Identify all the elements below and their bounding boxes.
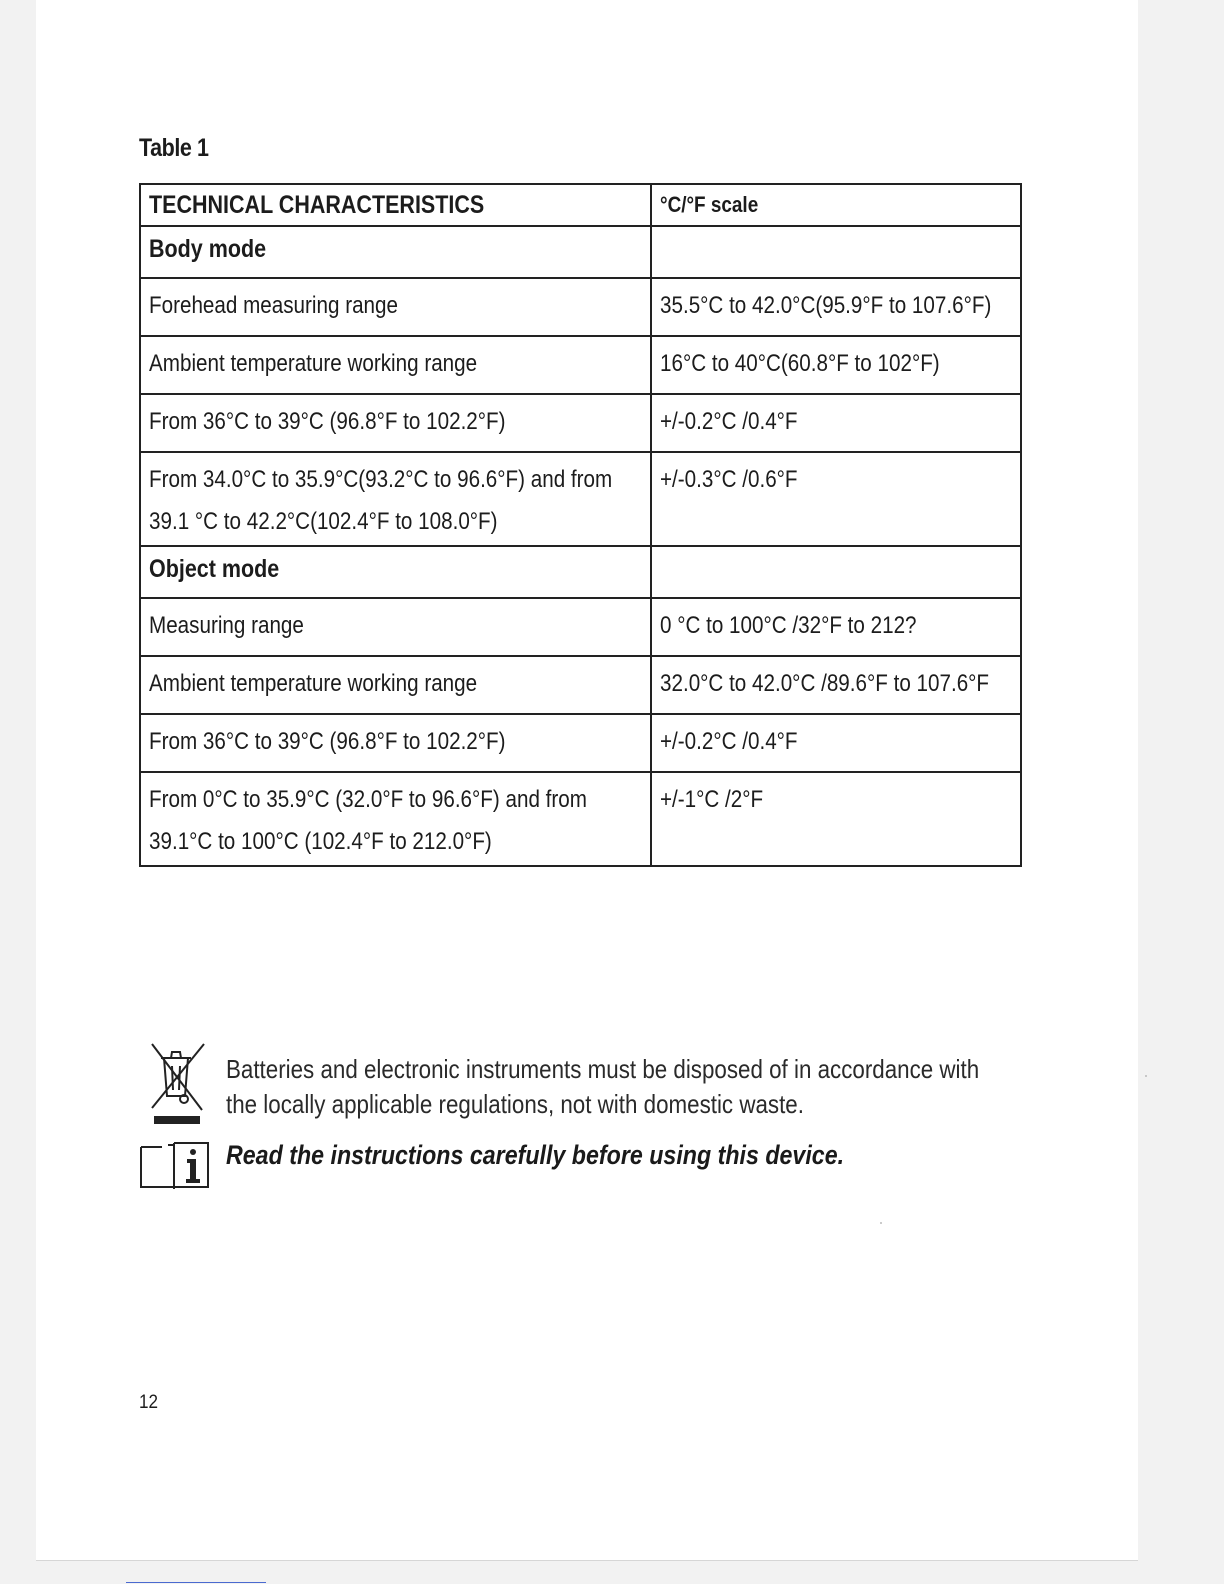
row-label: Forehead measuring range [149, 292, 398, 319]
scan-speck [880, 1222, 882, 1224]
scan-speck [1145, 1075, 1147, 1077]
row-label: From 0°C to 35.9°C (32.0°F to 96.6°F) and from 39.1°C to 100°C (102.4°F to 212.0°F) [149, 786, 587, 855]
header-unit-cell [651, 184, 1021, 226]
page-number: 12 [139, 1392, 159, 1413]
row-value: 35.5°C to 42.0°C(95.9°F to 107.6°F) [660, 292, 992, 319]
header-label: TECHNICAL CHARACTERISTICS [149, 191, 485, 219]
row-label: From 36°C to 39°C (96.8°F to 102.2°F) [149, 408, 506, 435]
row-value: 0 °C to 100°C /32°F to 212? [660, 612, 917, 639]
table-header-row [140, 184, 1021, 226]
table-row [140, 772, 1021, 866]
section-title: Body mode [149, 235, 267, 263]
section-row-body-mode [140, 226, 1021, 278]
header-label-cell [140, 184, 651, 226]
section-row-object-mode [140, 546, 1021, 598]
row-label: Measuring range [149, 612, 304, 639]
row-value: +/-0.3°C /0.6°F [660, 466, 798, 493]
section-title: Object mode [149, 555, 280, 583]
table-row [140, 656, 1021, 714]
table-caption: Table 1 [139, 134, 209, 162]
disposal-notice: Batteries and electronic instruments must be disposed of in accordance with the locally applicable regulations, not with domestic waste. [226, 1054, 980, 1119]
read-instructions-notice: Read the instructions carefully before using this device. [226, 1140, 845, 1170]
table-row [140, 598, 1021, 656]
row-label: Ambient temperature working range [149, 350, 478, 377]
section-title-cell [140, 546, 651, 598]
section-empty-cell [651, 546, 1021, 598]
table-row [140, 336, 1021, 394]
table-row [140, 278, 1021, 336]
crossed-out-wheelie-bin-icon [144, 1040, 208, 1128]
row-label: From 36°C to 39°C (96.8°F to 102.2°F) [149, 728, 506, 755]
section-title-cell [140, 226, 651, 278]
table-row [140, 452, 1021, 546]
section-empty-cell [651, 226, 1021, 278]
technical-characteristics-table [139, 183, 1022, 867]
edge-mark [126, 1582, 266, 1583]
table-row [140, 394, 1021, 452]
row-value: +/-1°C /2°F [660, 786, 764, 813]
row-label: From 34.0°C to 35.9°C(93.2°C to 96.6°F) and from 39.1 °C to 42.2°C(102.4°F to 108.0°F) [149, 466, 613, 535]
page-edge [36, 1560, 1138, 1561]
row-label: Ambient temperature working range [149, 670, 478, 697]
row-value: 16°C to 40°C(60.8°F to 102°F) [660, 350, 940, 377]
row-value: +/-0.2°C /0.4°F [660, 408, 798, 435]
row-value: +/-0.2°C /0.4°F [660, 728, 798, 755]
row-value: 32.0°C to 42.0°C /89.6°F to 107.6°F [660, 670, 990, 697]
table-row [140, 714, 1021, 772]
instruction-manual-info-icon [138, 1137, 212, 1191]
header-unit: °C/°F scale [660, 192, 759, 217]
